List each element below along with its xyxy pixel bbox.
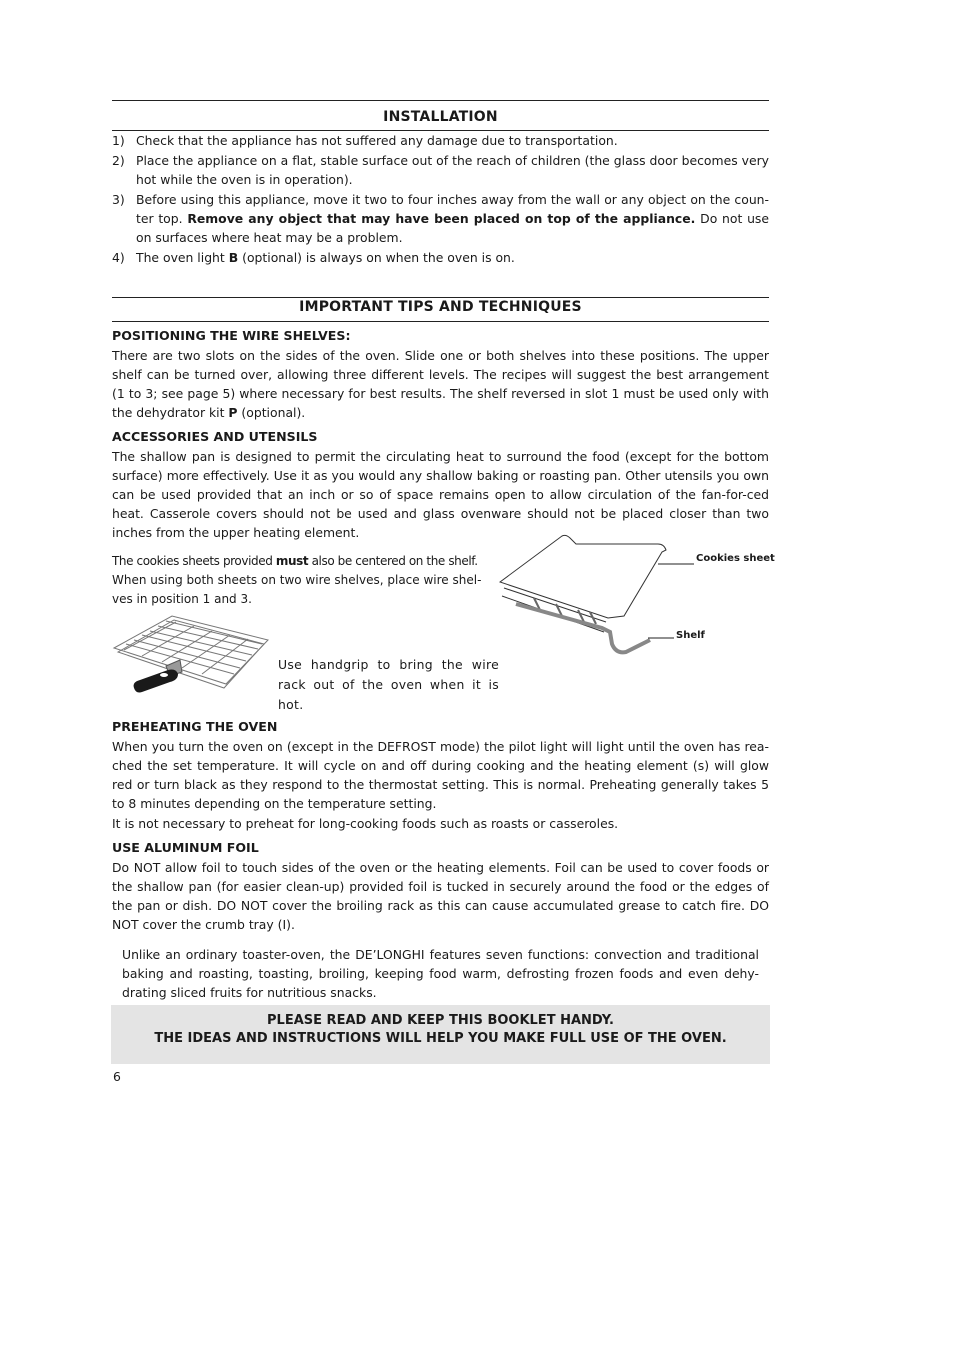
cookies-note: The cookies sheets provided must also be centered on the shelf. When using both sheets on two wire shelves, place wire shel-ves in position 1 and 3. (112, 554, 482, 606)
list-item: 4) The oven light B (optional) is always on when the oven is on. (112, 250, 515, 265)
list-item: 1) Check that the appliance has not suffered any damage due to transportation. (112, 133, 618, 148)
positioning-text: There are two slots on the sides of the oven. Slide one or both shelves into these positions. The upper shelf can be turned over, allowing three different levels. The recipes will suggest the best arrangement (1 to 3; see page 5) where necessary for best results. The shelf reversed in slot 1 must be used only with the dehydrator kit P (optional). (112, 348, 769, 420)
handgrip-shape (134, 670, 178, 693)
preheating-text: When you turn the oven on (except in the DEFROST mode) the pilot light will light until the oven has rea-ched the set temperature. It will cycle on and off during cooking and the heating element (s) will glow red or turn black as they respond to the thermostat setting. This is normal. Preheating generally takes 5 to 8 minutes depending on the temperature setting. (112, 739, 769, 811)
top-rule (112, 100, 769, 101)
list-item: 2) Place the appliance on a flat, stable surface out of the reach of children (the glass door becomes very hot while the oven is in operation). (112, 153, 769, 187)
installation-title: INSTALLATION (383, 109, 498, 125)
list-item: 3) Before using this appliance, move it two to four inches away from the wall or any object on the coun-ter top. Remove any object that may have been placed on top of the appliance. Do not use on surfaces where heat may be a problem. (112, 192, 769, 245)
shelf-label: Shelf (676, 630, 705, 641)
foil-heading: USE ALUMINUM FOIL (112, 840, 259, 855)
notice-line-2: THE IDEAS AND INSTRUCTIONS WILL HELP YOU MAKE FULL USE OF THE OVEN. (154, 1031, 727, 1046)
accessories-text: The shallow pan is designed to permit the circulating heat to surround the food (except for the bottom surface) more effectively. Use it as you would any shallow baking or roasting pan. Other utensils you own can be used provided that an inch or so of space remains open to allow circulation of the fan-for-ced heat. Casserole covers should not be used and glass ovenware should not be placed closer than two inches from the upper heating element. (112, 449, 769, 540)
shelf-shape (516, 604, 650, 652)
installation-list (112, 131, 769, 267)
accessories-heading: ACCESSORIES AND UTENSILS (112, 429, 318, 444)
preheating-heading: PREHEATING THE OVEN (112, 719, 278, 734)
foil-text: Do NOT allow foil to touch sides of the oven or the heating elements. Foil can be used to cover foods or the shallow pan (for easier clean-up) provided foil is tucked in securely around the food or the edges of the pan or dish. DO NOT cover the broiling rack as this can cause accumulated grease to catch fire. DO NOT cover the crumb tray (I). (112, 860, 769, 932)
tips-top-rule (112, 297, 769, 298)
intro-paragraph: Unlike an ordinary toaster-oven, the DE’LONGHI features seven functions: convection and traditional baking and roasting, toasting, broiling, keeping food warm, defrosting frozen foods and even dehy-drating sliced fruits for nutritious snacks. (122, 947, 759, 1000)
tips-rule (112, 321, 769, 322)
notice-line-1: PLEASE READ AND KEEP THIS BOOKLET HANDY. (267, 1013, 614, 1028)
handgrip-caption: Use handgrip to bring the wire rack out of the oven when it is hot. (278, 657, 499, 712)
notice-box (111, 1005, 770, 1064)
positioning-heading: POSITIONING THE WIRE SHELVES: (112, 328, 351, 343)
cookies-sheet-label: Cookies sheet (696, 553, 775, 564)
preheating-text-2: It is not necessary to preheat for long-cooking foods such as roasts or casseroles. (112, 816, 619, 831)
page-number: 6 (113, 1069, 121, 1084)
wire-rack-illustration (112, 614, 272, 698)
tips-title: IMPORTANT TIPS AND TECHNIQUES (299, 299, 582, 315)
cookies-sheet-illustration (498, 532, 770, 656)
